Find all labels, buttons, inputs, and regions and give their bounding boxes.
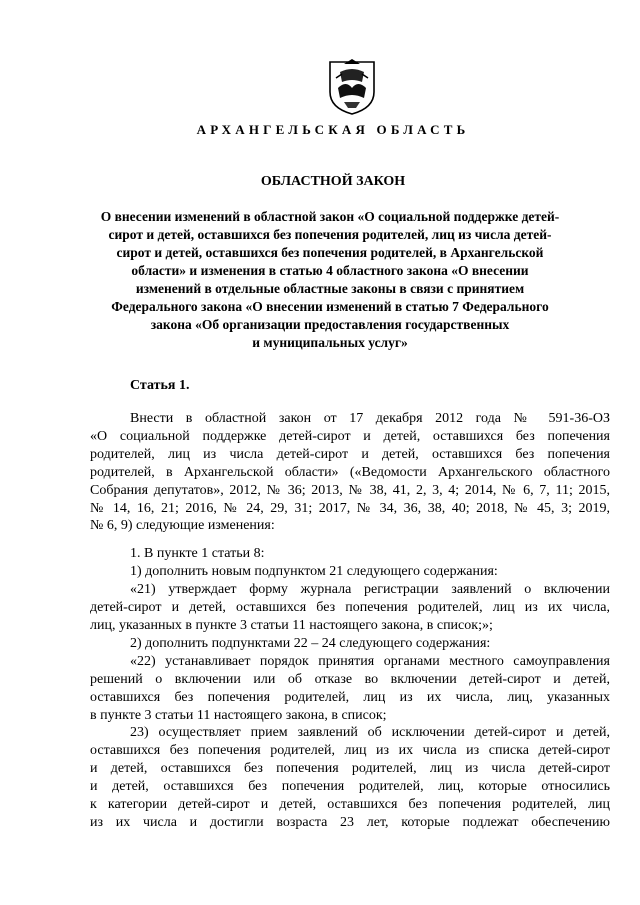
title-line: О внесении изменений в областной закон «О социальной поддержке детей-	[100, 209, 560, 224]
body-line: № 6, 9) следующие изменения:	[90, 518, 275, 534]
title-line: области» и изменения в статью 4 областного закона «О внесении	[131, 263, 529, 278]
body-line: № 14, 16, 21; 2016, № 24, 29, 31; 2017, № 34, 36, 38, 40; 2018, № 45, 3; 2019,	[90, 500, 610, 516]
quote-line: и детей, оставшихся без попечения родителей, лиц из числа детей-сирот	[90, 761, 610, 777]
body-line: родителей, в Архангельской области» («Ведомости Архангельского областного	[90, 464, 610, 480]
quote-line: оставшихся без попечения родителей, лиц из их числа из списка детей-сирот	[90, 743, 610, 759]
subpoint-line: 1) дополнить новым подпунктом 21 следующего содержания:	[130, 564, 498, 580]
article-body	[90, 410, 610, 832]
subpoint-line: 2) дополнить подпунктами 22 – 24 следующего содержания:	[130, 635, 491, 651]
coat-of-arms-icon	[326, 58, 378, 116]
title-line: и муниципальных услуг»	[252, 335, 408, 350]
body-line: Собрания депутатов», 2012, № 36; 2013, № 38, 41, 2, 3, 4; 2014, № 6, 7, 11; 2015,	[90, 482, 610, 498]
body-line: родителей, лиц из числа детей-сирот и детей, оставшихся без попечения	[90, 446, 610, 462]
body-line: Внести в областной закон от 17 декабря 2012 года № 591-36-ОЗ	[130, 411, 610, 426]
title-line: изменений в отдельные областные законы в связи с принятием	[135, 281, 525, 296]
region-name: АРХАНГЕЛЬСКАЯ ОБЛАСТЬ	[196, 122, 470, 137]
quote-line: оставшихся без попечения родителей, лиц из их числа, лиц, указанных	[90, 689, 610, 705]
title-line: сирот и детей, оставшихся без попечения родителей, лиц из числа детей-	[108, 227, 552, 242]
quote-line: и детей, оставшихся без попечения родителей, лиц, которые относились	[90, 779, 610, 795]
article-heading: Статья 1.	[130, 378, 190, 393]
title-line: Федерального закона «О внесении изменений в статью 7 Федерального	[111, 299, 549, 314]
quote-line: «21) утверждает форму журнала регистрации заявлений о включении	[130, 582, 610, 598]
quote-line: в пункте 3 статьи 11 настоящего закона, в список;	[90, 707, 387, 723]
quote-line: из их числа и достигли возраста 23 лет, которые подлежат обеспечению	[90, 814, 610, 830]
quote-line: «22) устанавливает порядок принятия органами местного самоуправления	[130, 653, 610, 669]
title-line: закона «Об организации предоставления государственных	[150, 317, 510, 332]
body-line: «О социальной поддержке детей-сирот и детей, оставшихся без попечения	[90, 428, 610, 444]
quote-line: решений о включении или об отказе во включении детей-сирот и детей,	[90, 671, 610, 687]
title-line: сирот и детей, оставшихся без попечения родителей, в Архангельской	[116, 245, 544, 260]
quote-line: детей-сирот и детей, оставшихся без попечения родителей, лиц из их числа,	[90, 600, 610, 616]
quote-line: 23) осуществляет прием заявлений об исключении детей-сирот и детей,	[130, 725, 610, 741]
law-title	[84, 208, 576, 352]
point-heading: 1. В пункте 1 статьи 8:	[130, 546, 265, 562]
quote-line: к категории детей-сирот и детей, оставшихся без попечения родителей, лиц	[90, 797, 610, 813]
quote-line: лиц, указанных в пункте 3 статьи 11 настоящего закона, в список;»;	[90, 617, 493, 633]
document-type: ОБЛАСТНОЙ ЗАКОН	[260, 174, 406, 189]
